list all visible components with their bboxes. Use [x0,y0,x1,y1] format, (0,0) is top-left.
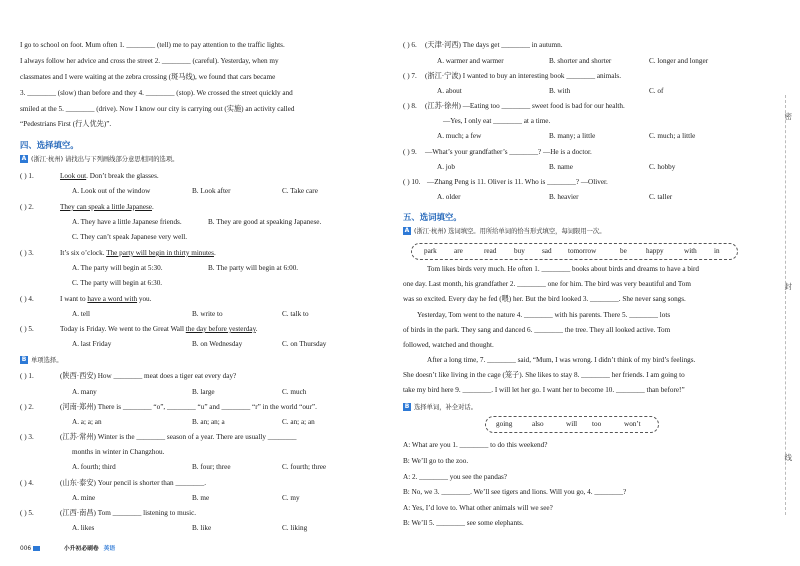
option[interactable]: A. many [72,388,97,396]
question-text: (江苏·徐州) —Eating too ________ sweet food is bad for our health. [425,102,625,110]
word-bank-item: also [532,420,544,428]
option[interactable]: C. much; a little [649,132,696,140]
option[interactable]: B. large [192,388,215,396]
option[interactable]: C. liking [282,524,308,532]
story-line: take my bird here 9. ________. I will let her go. I want her to become 10. ________ than before!” [403,386,685,394]
section4-title: 四、选择填空。 [20,140,79,150]
dialog-line: B: We’ll go to the zoo. [403,457,469,465]
part-title-text: 单项选择。 [31,357,63,364]
word-bank-item: won’t [624,420,641,428]
question-text: —What’s your grandfather’s ________? —He is a doctor. [425,148,592,156]
option[interactable]: C. talk to [282,310,309,318]
question-text: (天津·河西) The days get ________ in autumn. [425,41,563,49]
option[interactable]: A. mine [72,494,96,502]
question-text: (山东·泰安) Your pencil is shorter than ________. [60,479,206,487]
option[interactable]: C. my [282,494,300,502]
word-bank-item: read [484,247,497,255]
option[interactable]: A. last Friday [72,340,112,348]
option[interactable]: C. on Thursday [282,340,327,348]
story-line: Tom likes birds very much. He often 1. ________ books about birds and dreams to have a bird [427,265,699,273]
option[interactable]: C. Take care [282,187,318,195]
question-text: Look out. Don’t break the glasses. [60,172,159,180]
story-line: was so excited. Every day he fed (喂) her. But the bird looked 3. ________. She never sang songs. [403,295,686,303]
word-bank-item: too [592,420,602,428]
section4-partB-title [20,356,62,365]
dialog-line: A: Yes, I’d love to. What other animals will we see? [403,504,553,512]
question-text: —Zhang Peng is 11. Oliver is 11. Who is ________? —Oliver. [427,178,608,186]
word-bank [411,243,738,260]
part-title-text: (浙江·杭州) 选词填空。用所给单词的恰当形式填空，每词限用一次。 [414,228,606,235]
question-number: ( ) 5. [20,325,34,333]
question-text-cont: —Yes, I only eat ________ at a time. [443,117,551,125]
word-bank-item: with [684,247,697,255]
question-number: ( ) 3. [20,433,34,441]
passage-line: I go to school on foot. Mum often 1. ________ (tell) me to pay attention to the traffic lights. [20,41,285,49]
passage-line: I always follow her advice and cross the street 2. ________ (careful). Yesterday, when my [20,57,279,65]
option[interactable]: A. older [437,193,461,201]
question-text: (江苏·常州) Winter is the ________ season of a year. There are usually ________ [60,433,297,441]
word-bank-item: are [454,247,463,255]
word-bank-item: sad [542,247,552,255]
story-line: After a long time, 7. ________ said, “Mum, I was wrong. I didn’t think of my bird’s feelings. [427,356,696,364]
seal-mark: 密 [784,112,792,121]
part-title-text: 选择单词，补全对话。 [414,404,477,411]
part-badge: A [21,155,27,162]
part-title-text: (浙江·杭州) 请找出与下列画线部分意思相同的选项。 [31,156,179,163]
option[interactable]: C. taller [649,193,673,201]
question-number: ( ) 9. [403,148,417,156]
question-number: ( ) 5. [20,509,34,517]
subject-label: 英语 [103,546,116,552]
option[interactable]: B. with [549,87,571,95]
question-number: ( ) 3. [20,249,34,257]
part-badge: B [404,403,410,410]
section5-title: 五、选词填空。 [403,212,462,222]
option[interactable]: C. The party will begin at 6:30. [72,279,163,287]
option[interactable]: B. write to [192,310,223,318]
dialog-line: A: 2. ________ you see the pandas? [403,473,507,481]
story-line: one day. Last month, his grandfather 2. ________ one for him. The bird was very beautiful and Tom [403,280,691,288]
option[interactable]: C. hobby [649,163,676,171]
word-bank-item: happy [646,247,664,255]
option[interactable]: A. job [437,163,455,171]
passage-line: “Pedestrians First (行人优先)”. [20,120,112,128]
part-badge: A [404,227,410,234]
question-text: (浙江·宁波) I wanted to buy an interesting book ________ animals. [425,72,622,80]
option[interactable]: C. fourth; three [282,463,327,471]
option[interactable]: A. Look out of the window [72,187,151,195]
option[interactable]: A. likes [72,524,95,532]
section4-partA-title [20,155,178,164]
option[interactable]: B. heavier [549,193,579,201]
question-number: ( ) 10. [403,178,421,186]
option[interactable]: B. four; three [192,463,231,471]
option[interactable]: B. many; a little [549,132,596,140]
option[interactable]: C. of [649,87,664,95]
word-bank-item: in [714,247,720,255]
question-text: Today is Friday. We went to the Great Wall the day before yesterday. [60,325,258,333]
dialog-line: B: No, we 3. ________. We’ll see tigers and lions. Will you go, 4. ________? [403,488,627,496]
question-number: ( ) 8. [403,102,417,110]
passage-line: 3. ________ (slow) than before and they 4. ________ (stop). We crossed the street quickly and [20,89,293,97]
word-bank-item: park [424,247,437,255]
option[interactable]: B. me [192,494,210,502]
part-badge: B [21,356,27,363]
question-text-cont: months in winter in Changzhou. [72,448,165,456]
option[interactable]: C. longer and longer [649,57,709,65]
question-text: They can speak a little Japanese. [60,203,154,211]
option[interactable]: A. about [437,87,462,95]
question-number: ( ) 4. [20,479,34,487]
question-text: (陕西·西安) How ________ meat does a tiger eat every day? [60,372,237,380]
word-bank-item: will [566,420,578,428]
word-bank-item: be [620,247,627,255]
option[interactable]: A. fourth; third [72,463,116,471]
footer-block-icon [33,546,40,551]
option[interactable]: B. like [192,524,212,532]
book-title: 小升初必刷卷 [63,546,99,552]
story-line: followed, watched and thought. [403,341,494,349]
question-number: ( ) 2. [20,403,34,411]
seal-mark: 线 [784,453,792,462]
question-text: I want to have a word with you. [60,295,152,303]
dialog-line: A: What are you 1. ________ to do this weekend? [403,441,548,449]
option[interactable]: A. They have a little Japanese friends. [72,218,182,226]
option[interactable]: C. much [282,388,307,396]
page-number: 006 [20,546,32,552]
word-bank-item: going [496,420,513,428]
option[interactable]: C. They can’t speak Japanese very well. [72,233,188,241]
story-line: of birds in the park. They sang and danced 6. ________ the tree. They all looked active. Tom [403,326,671,334]
question-text: (河南·郑州) There is ________ “o”, ________ “u” and ________ “r” in the world “our”. [60,403,317,411]
word-bank-item: tomorrow [568,247,597,255]
question-text: (江西·南昌) Tom ________ listening to music. [60,509,197,517]
option[interactable]: A. warmer and warmer [437,57,504,65]
option[interactable]: C. an; a; an [282,418,315,426]
question-number: ( ) 6. [403,41,417,49]
word-bank-item: buy [514,247,525,255]
question-number: ( ) 1. [20,372,34,380]
story-line: Yesterday, Tom went to the nature 4. ________ with his parents. There 5. ________ lots [417,311,671,319]
story-line: She doesn’t like living in the cage (笼子). She likes to stay 8. ________ her friends. I am going to [403,371,685,379]
option[interactable]: B. shorter and shorter [549,57,612,65]
option[interactable]: A. The party will begin at 5:30. [72,264,163,272]
option[interactable]: B. Look after [192,187,231,195]
option[interactable]: A. tell [72,310,90,318]
question-number: ( ) 2. [20,203,34,211]
question-number: ( ) 1. [20,172,34,180]
dialog-line: B: We’ll 5. ________ see some elephants. [403,519,524,527]
question-number: ( ) 7. [403,72,417,80]
page-footer [20,543,115,552]
question-text: It’s six o’clock. The party will begin in thirty minutes. [60,249,216,257]
option[interactable]: B. The party will begin at 6:00. [208,264,299,272]
word-bank-2 [485,416,659,433]
option[interactable]: B. on Wednesday [192,340,243,348]
seal-mark: 封 [784,282,792,291]
section5-partA-title [403,227,606,236]
option[interactable]: B. an; an; a [192,418,225,426]
option[interactable]: B. name [549,163,573,171]
option[interactable]: A. a; a; an [72,418,102,426]
question-number: ( ) 4. [20,295,34,303]
option[interactable]: A. much; a few [437,132,482,140]
passage-line: classmates and I were waiting at the zebra crossing (斑马线), we found that cars became [20,73,276,81]
option[interactable]: B. They are good at speaking Japanese. [208,218,322,226]
section5-partB-title [403,403,477,412]
passage-line: smiled at the 5. ________ (drive). Now I know our city is carrying out (实施) an activity called [20,105,295,113]
